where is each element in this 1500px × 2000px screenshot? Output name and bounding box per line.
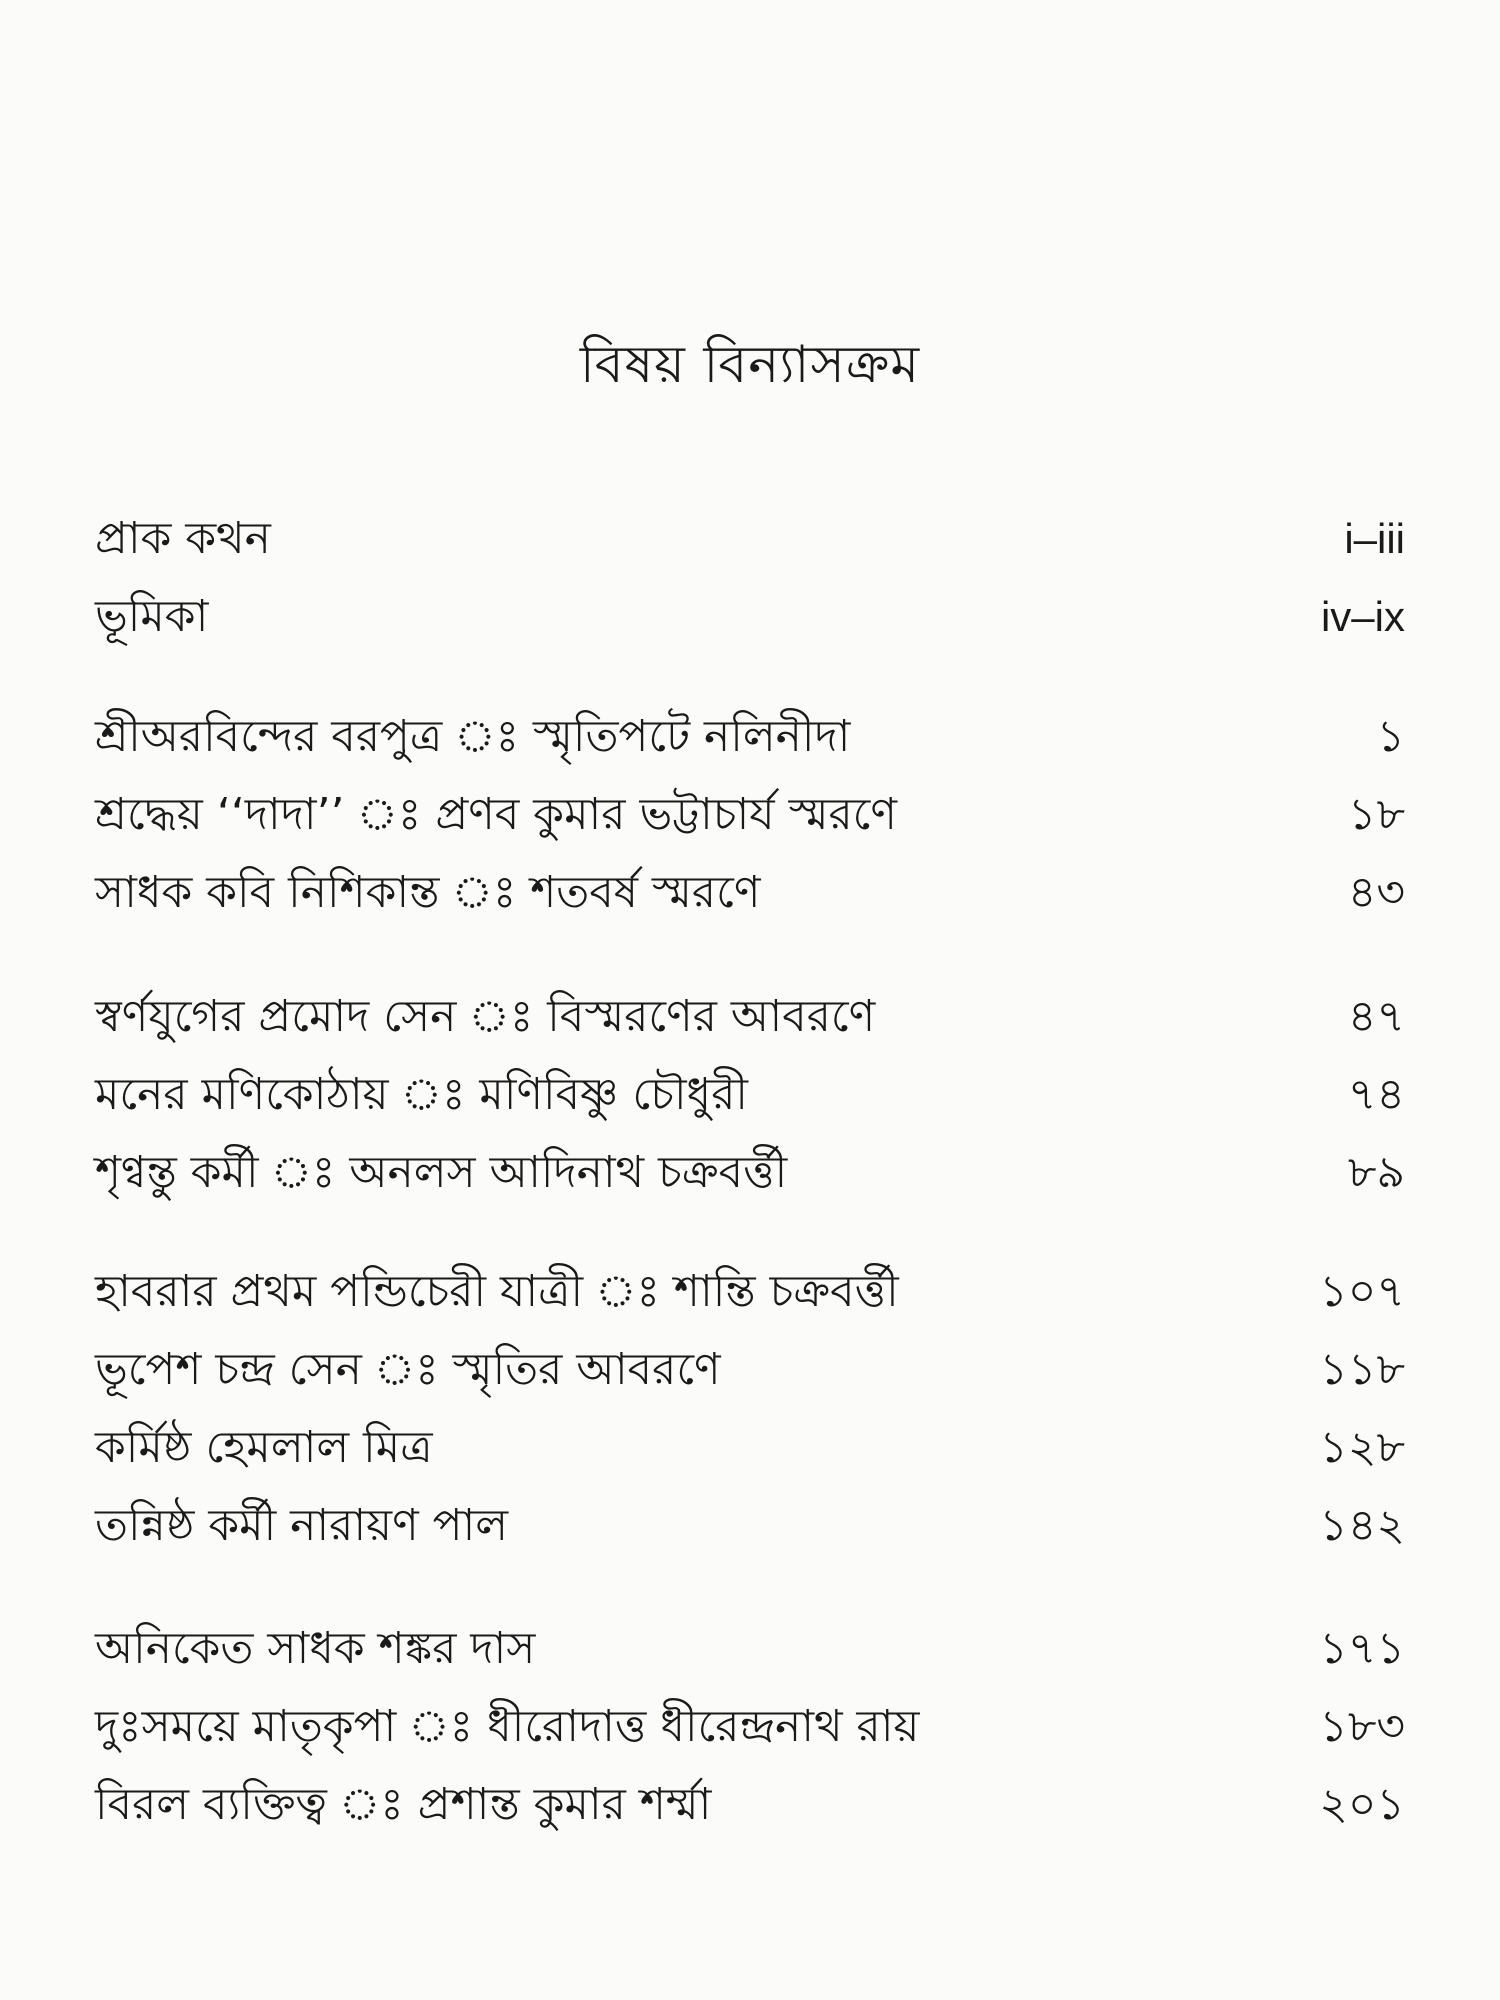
toc-entry-page: ৮৯ <box>1347 1147 1405 1198</box>
toc-entry <box>95 776 1405 854</box>
toc-entry-page: ১২৮ <box>1319 1422 1405 1473</box>
toc-entry-title: সাধক কবি নিশিকান্ত ঃ শতবর্ষ স্মরণে <box>95 867 761 918</box>
toc-group-3 <box>95 1253 1405 1565</box>
toc-entry-title: শ্রীঅরবিন্দের বরপুত্র ঃ স্মৃতিপটে নলিনীদা <box>95 711 851 762</box>
toc-entry-title: তন্নিষ্ঠ কর্মী নারায়ণ পাল <box>95 1500 509 1551</box>
toc-entry-title: ভূমিকা <box>95 591 209 642</box>
toc-entry <box>95 1487 1405 1565</box>
toc-entry-page: ২০১ <box>1319 1779 1405 1830</box>
toc-entry <box>95 1056 1405 1134</box>
toc-entry-page: iv–ix <box>1320 593 1405 640</box>
toc-entry-page: ১ <box>1376 711 1405 762</box>
toc-group-1 <box>95 698 1405 932</box>
toc-entry <box>95 854 1405 932</box>
toc-entry-title: স্বর্ণযুগের প্রমোদ সেন ঃ বিস্মরণের আবরণে <box>95 991 876 1042</box>
toc-entry-page: ১৮ <box>1347 789 1405 840</box>
toc-entry-page: ৪৩ <box>1347 867 1405 918</box>
toc-entry-page: ১৮৩ <box>1319 1701 1405 1752</box>
toc-entry <box>95 1134 1405 1212</box>
toc-entry <box>95 500 1405 578</box>
toc-group-front-matter <box>95 500 1405 656</box>
toc-entry-title: শ্রদ্ধেয় ‘‘দাদা’’ ঃ প্রণব কুমার ভট্টাচার্য স্মরণে <box>95 789 897 840</box>
toc-entry-title: দুঃসময়ে মাতৃকৃপা ঃ ধীরোদাত্ত ধীরেন্দ্রনাথ রায় <box>95 1701 920 1752</box>
toc-entry-page: ১১৮ <box>1319 1344 1405 1395</box>
toc-entry-title: কর্মিষ্ঠ হেমলাল মিত্র <box>95 1422 433 1473</box>
toc-entry <box>95 1688 1405 1766</box>
page-title: বিষয় বিন্যাসক্রম <box>579 335 921 395</box>
toc-entry-title: হাবরার প্রথম পন্ডিচেরী যাত্রী ঃ শান্তি চক্রবর্ত্তী <box>95 1266 899 1317</box>
toc-entry-page: ১৪২ <box>1319 1500 1405 1551</box>
toc-entry <box>95 1766 1405 1844</box>
toc-entry-title: বিরল ব্যক্তিত্ব ঃ প্রশান্ত কুমার শৰ্ম্মা <box>95 1779 712 1830</box>
toc-entry-title: প্রাক কথন <box>95 513 271 564</box>
toc-entry-page: ৪৭ <box>1347 991 1405 1042</box>
toc-group-2 <box>95 978 1405 1212</box>
toc-entry <box>95 578 1405 656</box>
toc-entry-page: ৭৪ <box>1347 1069 1405 1120</box>
toc-entry-page: ১০৭ <box>1319 1266 1405 1317</box>
toc-entry <box>95 698 1405 776</box>
toc-entry-title: মনের মণিকোঠায় ঃ মণিবিষ্ণু চৌধুরী <box>95 1069 748 1120</box>
toc-entry <box>95 1253 1405 1331</box>
toc-group-4 <box>95 1610 1405 1844</box>
toc-entry <box>95 1331 1405 1409</box>
toc-entry-page: i–iii <box>1344 515 1405 562</box>
toc-entry-page: ১৭১ <box>1319 1623 1405 1674</box>
toc-entry-title: শৃণ্বন্তু কর্মী ঃ অনলস আদিনাথ চক্রবর্ত্তী <box>95 1147 788 1198</box>
toc-entry <box>95 978 1405 1056</box>
toc-entry <box>95 1409 1405 1487</box>
toc-entry <box>95 1610 1405 1688</box>
toc-entry-title: অনিকেত সাধক শঙ্কর দাস <box>95 1623 536 1674</box>
toc-entry-title: ভূপেশ চন্দ্র সেন ঃ স্মৃতির আবরণে <box>95 1344 721 1395</box>
